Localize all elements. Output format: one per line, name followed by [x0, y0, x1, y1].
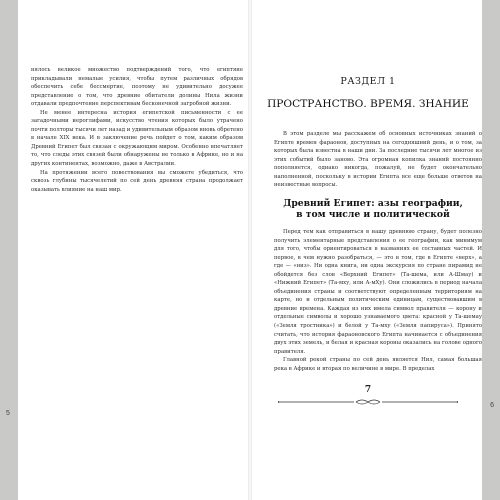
folio-ornament	[278, 398, 458, 406]
left-paragraph-3: На протяжении всего повествования вы сможете убедиться, что сквозь глубины тысячелетий по сей день древняя страна продолжает оказывать влияние на наш мир.	[31, 169, 243, 193]
right-page	[254, 0, 482, 500]
left-paragraph-1: нялось великое множество подтверждений того, что египтяне прикладывали немалые усилия, чтобы путем различных обрядов обеспечить себе бессмертие, поэтому не удивительно досужее представление о том, что древние обитатели долины Нила жизни отдавали предпочтение перспективам бесконечной загробной жизни.	[31, 67, 243, 108]
section-label: РАЗДЕЛ 1	[340, 76, 396, 87]
intro-paragraph: В этом разделе мы расскажем об основных источниках знаний о Египте времен фараонов, доступных на сегодняшний день, и о том, за которых была известна в наши дни. За последние тысячи лет многое из этих событий было заново. Эта огромная копилка знаний постоянно пополняется, однако никогда, пожалуй, не будет окончательно наполненной, поскольку в истории Египта все еще больше ответов на неизвестные вопросы.	[274, 131, 482, 189]
left-page-edge	[0, 0, 18, 500]
book-spine	[248, 0, 252, 500]
chapter-title	[264, 198, 482, 220]
left-paragraph-2: Не менее интересна история египетской письменности с ее загадочными иероглифами, искусство чтения которых было утрачено почти полторы тысячи лет назад и удивительным образом вновь обретено в начале XIX века. И в заключение речь пойдет о том, каким образом Древний Египет был связан с окружающим миром. Особенно впечатляет то, что следы этих связей были обнаружены не только в Африке, но и на других континентах, возможно, даже в Австралии.	[31, 109, 243, 168]
right-page-edge	[482, 0, 500, 500]
chapter-title-line-2: в том числе и политической	[296, 209, 450, 220]
folio-number: 7	[364, 385, 372, 395]
chapter-title-line-1: Древний Египет: азы географии,	[283, 198, 463, 209]
section-title: ПРОСТРАНСТВО. ВРЕМЯ. ЗНАНИЕ	[267, 98, 469, 110]
body-paragraph-1: Перед тем как отправиться в нашу древнюю страну, будет полезно получить элементарные представления о ее географии, как минимум для того, чтобы ориентироваться в названиях ее составных частей. И первое, в чем нужно разобраться, — это в том, где в Египте «верх», а где — «низ». Ни одна книга, ни одна экскурсия по стране пирамид не обойдется без слов «Верхний Египет» (Та-шема, или А-Шмау) и «Нижний Египет» (Та-мху, или А-мХу). Они сложились в период начала объединения страны и соответствуют определенным территориям на карте, но и отдельным политическим единицам, существовавшим в древние времена. Каждая из них имела символ правителя — корону и отдельные символы и хорошо узнаваемого цвета: красной у Та-шемау («Земля тростника») и белой у Та-мху («Земля папируса»). Принято считать, что история фараоновского Египта начинается с объединения двух этих земель, и белая и красная короны оказались на голове одного правителя.	[274, 229, 482, 355]
left-page	[18, 0, 246, 500]
chapter-body	[274, 228, 482, 373]
left-page-number: 5	[6, 410, 10, 417]
section-intro	[274, 130, 482, 190]
body-paragraph-2: Главной рекой страны по сей день является Нил, самая большая река в Африке и вторая по величине в мире. В пределах	[274, 357, 482, 372]
left-page-text	[31, 66, 243, 194]
right-page-number: 6	[490, 402, 494, 409]
